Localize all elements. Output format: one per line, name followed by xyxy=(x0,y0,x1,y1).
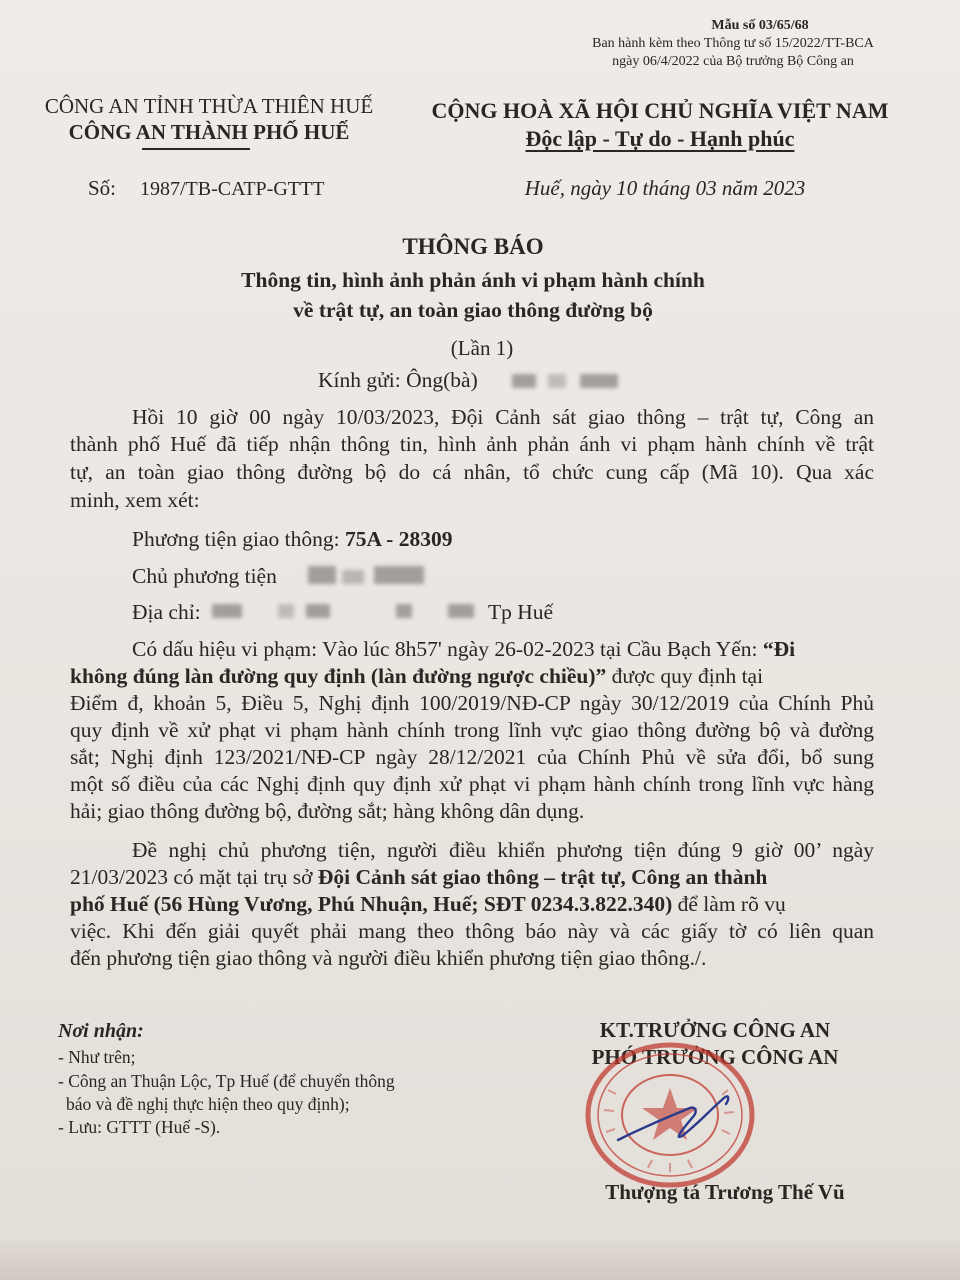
recipients-item-2a: - Công an Thuận Lộc, Tp Huế (để chuyển thông xyxy=(58,1071,395,1091)
violation-line-3: Điểm đ, khoản 5, Điều 5, Nghị định 100/2019/NĐ-CP ngày 30/12/2019 của Chính Phủ xyxy=(70,691,874,715)
issuer-parent-agency: CÔNG AN TỈNH THỪA THIÊN HUẾ xyxy=(44,94,374,118)
plate-row xyxy=(132,527,452,553)
form-issued-line1: Ban hành kèm theo Thông tư số 15/2022/TT-BCA xyxy=(592,36,874,51)
form-code: Mẫu số 03/65/68 xyxy=(711,18,809,33)
redacted-address-3 xyxy=(306,604,330,618)
attempt-number: (Lần 1) xyxy=(450,336,514,360)
signature-title-2: PHÓ TRƯỞNG CÔNG AN xyxy=(591,1045,839,1069)
national-motto: Độc lập - Tự do - Hạnh phúc xyxy=(525,126,795,151)
intro-line-3: tự, an toàn giao thông đường bộ do cá nhân, tổ chức cung cấp (Mã 10). Qua xác xyxy=(70,460,874,484)
document-number: 1987/TB-CATP-GTTT xyxy=(140,178,325,200)
document-title: THÔNG BÁO xyxy=(402,234,544,259)
redacted-owner-2 xyxy=(342,570,364,584)
issuer-underline xyxy=(142,148,250,150)
recipients-item-1: - Như trên; xyxy=(58,1047,136,1067)
violation-line-2: không đúng làn đường quy định (làn đường ngược chiều)” được quy định tại xyxy=(70,664,764,688)
recipient-label: Kính gửi: Ông(bà) xyxy=(318,368,478,392)
recipients-title: Nơi nhận: xyxy=(58,1020,144,1042)
redacted-recipient-name-2 xyxy=(548,374,566,388)
redacted-recipient-name xyxy=(512,374,536,388)
violation-line-4: quy định về xử phạt vi phạm hành chính trong lĩnh vực giao thông đường bộ và đường xyxy=(70,718,874,742)
owner-label: Chủ phương tiện xyxy=(132,564,277,588)
recipients-item-2b: báo và đề nghị thực hiện theo quy định); xyxy=(66,1094,350,1114)
request-line-1: Đề nghị chủ phương tiện, người điều khiển phương tiện đúng 9 giờ 00’ ngày xyxy=(132,838,874,862)
redacted-owner-1 xyxy=(308,566,336,584)
plate-number: 75A - 28309 xyxy=(344,527,453,551)
document-number-label: Số: xyxy=(88,176,117,200)
intro-line-1: Hồi 10 giờ 00 ngày 10/03/2023, Đội Cảnh sát giao thông – trật tự, Công an xyxy=(132,405,874,429)
request-line-5: đến phương tiện giao thông và người điều khiển phương tiện giao thông./. xyxy=(70,946,707,970)
signature-title-1: KT.TRƯỞNG CÔNG AN xyxy=(599,1018,831,1042)
address-label: Địa chỉ: xyxy=(132,600,201,624)
document-subtitle-2: về trật tự, an toàn giao thông đường bộ xyxy=(293,298,653,322)
national-title: CỘNG HOÀ XÃ HỘI CHỦ NGHĨA VIỆT NAM xyxy=(431,98,889,123)
recipients-item-3: - Lưu: GTTT (Huế -S). xyxy=(58,1117,221,1137)
form-issued-line2: ngày 06/4/2022 của Bộ trưởng Bộ Công an xyxy=(612,54,854,69)
violation-line-1: Có dấu hiệu vi phạm: Vào lúc 8h57' ngày 26-02-2023 tại Cầu Bạch Yến: “Đi xyxy=(132,637,796,661)
address-city: Tp Huế xyxy=(488,600,554,624)
violation-line-7: hải; giao thông đường bộ, đường sắt; hàng không dân dụng. xyxy=(70,799,585,823)
document-subtitle-1: Thông tin, hình ảnh phản ánh vi phạm hành chính xyxy=(241,268,705,292)
signer-name: Thượng tá Trương Thế Vũ xyxy=(605,1180,845,1204)
issuer-agency: CÔNG AN THÀNH PHỐ HUẾ xyxy=(68,120,350,144)
redacted-address-5 xyxy=(448,604,474,618)
official-seal xyxy=(578,1040,768,1190)
intro-line-4: minh, xem xét: xyxy=(70,488,200,512)
violation-line-6: một số điều của các Nghị định quy định xử phạt vi phạm hành chính trong lĩnh vực hàng xyxy=(70,772,874,796)
redacted-address-4 xyxy=(396,604,412,618)
violation-line-5: sắt; Nghị định 123/2021/NĐ-CP ngày 28/12/2021 của Chính Phủ về sửa đổi, bổ sung xyxy=(70,745,874,769)
redacted-address-2 xyxy=(278,604,294,618)
page-bottom-edge xyxy=(0,1240,960,1280)
request-line-3: phố Huế (56 Hùng Vương, Phú Nhuận, Huế; SĐT 0234.3.822.340) để làm rõ vụ xyxy=(70,892,786,916)
request-line-2: 21/03/2023 có mặt tại trụ sở Đội Cảnh sát giao thông – trật tự, Công an thành xyxy=(70,865,768,889)
place-and-date: Huế, ngày 10 tháng 03 năm 2023 xyxy=(524,176,806,200)
redacted-address-1 xyxy=(212,604,242,618)
redacted-owner-3 xyxy=(374,566,424,584)
request-line-4: việc. Khi đến giải quyết phải mang theo thông báo này và các giấy tờ có liên quan xyxy=(70,919,874,943)
redacted-recipient-name-3 xyxy=(580,374,618,388)
plate-label: Phương tiện giao thông: xyxy=(132,527,340,551)
intro-line-2: thành phố Huế đã tiếp nhận thông tin, hình ảnh phản ánh vi phạm hành chính về trật xyxy=(70,432,874,456)
